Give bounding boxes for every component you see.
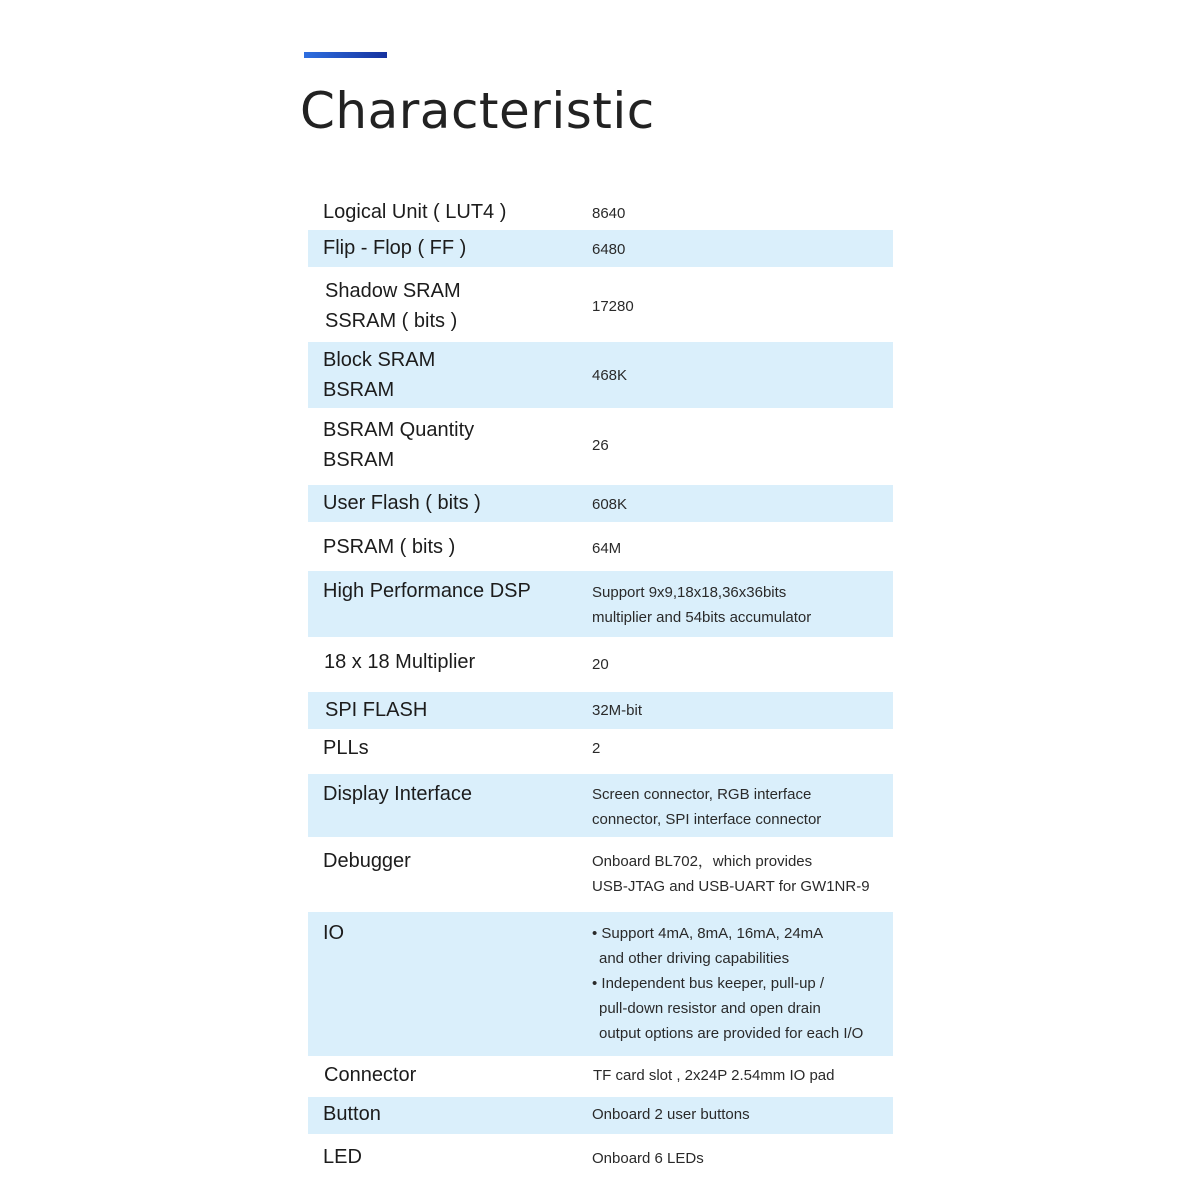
spec-row-io <box>308 912 893 1056</box>
spec-row-bsram-quantity <box>308 408 893 485</box>
spec-label: SPI FLASH <box>325 699 428 721</box>
spec-value: 608K <box>592 496 628 513</box>
spec-label: 18 x 18 Multiplier <box>324 651 476 673</box>
spec-row-shadow-sram <box>308 267 893 342</box>
spec-value: Onboard BL702，which provides USB-JTAG and USB-UART for GW1NR-9 <box>592 853 870 895</box>
spec-value: 20 <box>592 656 609 673</box>
accent-bar <box>304 52 387 58</box>
spec-value: Screen connector, RGB interface connector, SPI interface connector <box>592 786 822 828</box>
spec-row-button <box>308 1097 893 1134</box>
spec-value: Onboard 2 user buttons <box>592 1106 750 1123</box>
spec-value: Onboard 6 LEDs <box>592 1150 704 1167</box>
spec-row-plls <box>308 729 893 774</box>
spec-row-user-flash <box>308 485 893 522</box>
spec-value: 6480 <box>592 241 626 258</box>
spec-row-logical-unit <box>308 196 893 230</box>
spec-value: 468K <box>592 367 628 384</box>
spec-value: 2 <box>592 740 601 757</box>
spec-label: Connector <box>324 1064 417 1086</box>
spec-value: Support 9x9,18x18,36x36bits multiplier and 54bits accumulator <box>592 584 812 626</box>
spec-row-dsp <box>308 571 893 637</box>
spec-label: High Performance DSP <box>323 580 531 602</box>
spec-label: Block SRAM BSRAM <box>323 349 436 401</box>
spec-row-multiplier <box>308 637 893 692</box>
spec-value: 32M-bit <box>592 702 643 719</box>
spec-value: • Support 4mA, 8mA, 16mA, 24mA and other driving capabilities • Independent bus keeper, pull-up / pull-down resistor and open drain output options are provided for each I/O <box>592 925 864 1042</box>
spec-label: Shadow SRAM SSRAM ( bits ) <box>325 280 461 332</box>
spec-value: 17280 <box>592 298 634 315</box>
spec-label: BSRAM Quantity BSRAM <box>323 419 475 471</box>
spec-row-led <box>308 1134 893 1176</box>
spec-row-flip-flop <box>308 230 893 267</box>
spec-label: IO <box>323 922 345 944</box>
page-title: Characteristic <box>300 82 655 140</box>
spec-label: Button <box>323 1103 381 1125</box>
spec-value: 64M <box>592 540 622 557</box>
spec-row-psram <box>308 522 893 571</box>
spec-table <box>308 196 893 1176</box>
spec-value: 8640 <box>592 205 626 222</box>
spec-label: Display Interface <box>323 783 472 805</box>
spec-row-spi-flash <box>308 692 893 729</box>
spec-row-connector <box>308 1056 893 1097</box>
spec-label: User Flash ( bits ) <box>323 492 481 514</box>
spec-label: LED <box>323 1146 362 1168</box>
spec-label: Debugger <box>323 850 411 872</box>
spec-label: Flip - Flop ( FF ) <box>323 237 467 259</box>
spec-value: 26 <box>592 437 609 454</box>
spec-value: TF card slot , 2x24P 2.54mm IO pad <box>593 1067 835 1084</box>
spec-row-display-interface <box>308 774 893 837</box>
spec-row-debugger <box>308 837 893 912</box>
spec-row-block-sram <box>308 342 893 408</box>
spec-label: PSRAM ( bits ) <box>323 536 456 558</box>
spec-label: PLLs <box>323 737 369 759</box>
spec-label: Logical Unit ( LUT4 ) <box>323 201 507 223</box>
